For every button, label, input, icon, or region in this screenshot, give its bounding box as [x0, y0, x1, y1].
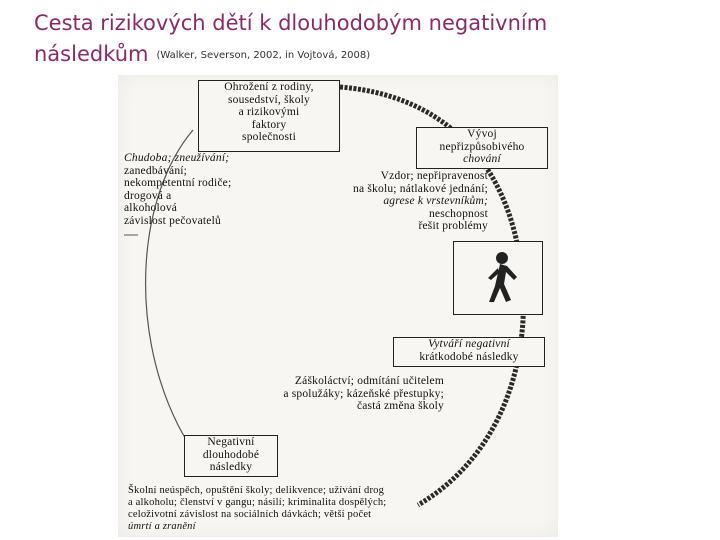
title-line-1: Cesta rizikových dětí k dlouhodobým negativním: [34, 11, 548, 35]
long-term-line: celoživotní závislost na sociálních dávkách; větší počet: [128, 509, 372, 520]
scanned-diagram: [118, 75, 558, 537]
citation: (Walker, Severson, 2002, in Vojtová, 2008): [156, 49, 371, 61]
short-term-line: a spolužáky; kázeňské přestupky;: [283, 387, 444, 400]
behavior-line: řešit problémy: [418, 220, 488, 232]
behavior-line: agrese k vrstevníkům;: [383, 195, 488, 207]
box-long-term-line: Negativní: [207, 436, 255, 448]
walking-person-box: [453, 241, 543, 315]
risk-line: Chudoba; zneužívání;: [124, 152, 230, 164]
box-development-line: Vývoj: [467, 128, 497, 140]
risk-factors-text: [124, 152, 231, 227]
box-threat-line: sousedství, školy: [228, 93, 310, 106]
walking-person-icon: [454, 242, 542, 314]
slide-title: [34, 8, 714, 71]
box-development-line: nepřizpůsobivého: [439, 140, 525, 153]
behavior-line: Vzdor; nepřipravenost: [380, 170, 488, 182]
behaviors-text: [304, 170, 488, 233]
box-threat-line: Ohrožení z rodiny,: [224, 81, 314, 93]
risk-line: drogová a: [124, 189, 172, 202]
long-term-list: [128, 485, 386, 533]
short-term-line: Záškoláctví; odmítání učitelem: [294, 375, 444, 387]
box-threat-line: faktory: [251, 118, 287, 131]
risk-line: nekompetentní rodiče;: [124, 177, 232, 189]
title-line-2-text: následkům: [34, 42, 149, 66]
box-long-term-line: následky: [209, 461, 253, 473]
box-threat-line: společnosti: [242, 131, 296, 143]
risk-line: závislost pečovatelů: [124, 214, 221, 227]
box-threat: [198, 80, 340, 152]
long-term-line: úmrtí a zranění: [128, 521, 196, 532]
risk-line: zanedbávání;: [124, 164, 188, 177]
box-short-term-line: Vytváří negativní: [428, 338, 510, 350]
title-line-2: [34, 39, 714, 71]
behavior-line: neschopnost: [428, 207, 488, 220]
short-term-line: častá změna školy: [356, 400, 444, 412]
box-threat-line: a rizikovými: [238, 106, 300, 118]
short-term-list: [218, 375, 444, 413]
risk-line: alkoholová: [124, 202, 178, 214]
box-short-term-line: krátkodobé následky: [419, 350, 519, 363]
box-short-term: [393, 337, 545, 367]
box-development: [416, 127, 548, 169]
box-long-term-line: dlouhodobé: [202, 448, 260, 461]
box-long-term: [184, 435, 278, 477]
box-development-line: chování: [463, 153, 501, 165]
long-term-line: a alkoholu; členství v gangu; násilí; kriminalita dospělých;: [128, 497, 387, 508]
long-term-line: Školní neúspěch, opuštění školy; delikvence; užívání drog: [128, 485, 385, 496]
behavior-line: na školu; nátlakové jednání;: [353, 182, 488, 195]
